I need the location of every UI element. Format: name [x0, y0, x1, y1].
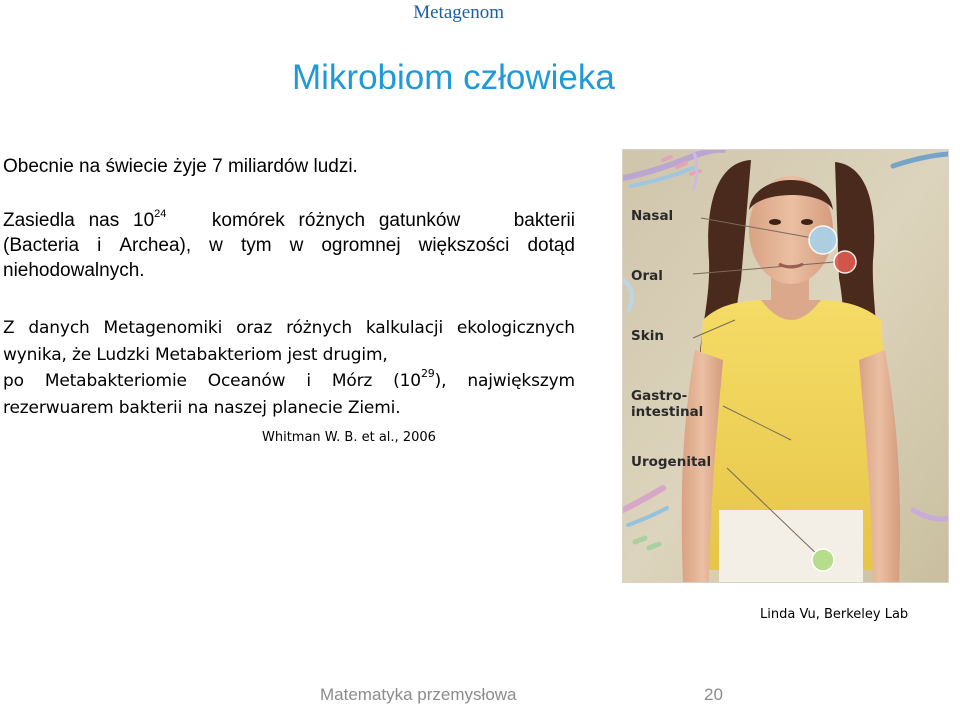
word: ogromnej: [321, 235, 401, 256]
page-number: 20: [704, 685, 723, 704]
paragraph-metagenomics-line-1: [3, 315, 575, 342]
word: różnych: [298, 210, 366, 231]
paragraph-bacteria: [3, 208, 575, 283]
word: Metagenomiki: [103, 318, 223, 338]
word: nas: [88, 210, 120, 231]
paragraph-bacteria-line-2: [3, 233, 575, 258]
word: Zasiedla: [3, 210, 75, 231]
nasal-marker: [809, 226, 837, 254]
word: Oceanów: [207, 371, 286, 391]
label-urogenital: Urogenital: [631, 454, 712, 470]
word: i: [306, 371, 311, 391]
word: dotąd: [527, 235, 575, 256]
word: największym: [467, 371, 575, 391]
word: bakterii: [513, 210, 575, 231]
label-oral: Oral: [631, 268, 663, 284]
word: oraz: [236, 318, 273, 338]
paragraph-metagenomics-line-2: wynika, że Ludzki Metabakteriom jest drugim,: [3, 344, 388, 365]
label-nasal: Nasal: [631, 208, 674, 224]
exponent-value: $10^{24}$: [133, 207, 167, 231]
word: Z: [3, 318, 15, 338]
word: tym: [240, 235, 272, 256]
label-skin: Skin: [631, 328, 664, 344]
paragraph-metagenomics: [3, 315, 575, 421]
word: gatunków: [378, 210, 461, 231]
exponent-value: $(10^{29})$,: [393, 367, 447, 391]
header-label: Metagenom: [413, 2, 504, 23]
footer-title: Matematyka przemysłowa: [320, 685, 517, 704]
word: komórek: [211, 210, 285, 231]
microbiome-illustration: [623, 150, 948, 582]
word: danych: [28, 318, 90, 338]
word: ekologicznych: [456, 318, 575, 338]
word: w: [289, 235, 304, 256]
word: Archea),: [119, 235, 192, 256]
citation: Whitman W. B. et al., 2006: [262, 430, 436, 445]
word: i: [97, 235, 102, 256]
word: kalkulacji: [365, 318, 444, 338]
word: (Bacteria: [3, 235, 80, 256]
microbiome-figure: [622, 149, 949, 583]
word: w: [209, 235, 223, 256]
paragraph-bacteria-line-3: niehodowalnych.: [3, 260, 145, 281]
label-gastrointestinal-2: intestinal: [631, 404, 704, 420]
pants: [719, 510, 863, 582]
word: Mórz: [331, 371, 373, 391]
word: większości: [418, 235, 510, 256]
oral-marker: [834, 251, 856, 273]
paragraph-population: Obecnie na świecie żyje 7 miliardów ludzi.: [3, 156, 358, 177]
paragraph-metagenomics-line-3: [3, 368, 575, 395]
paragraph-bacteria-line-1: [3, 208, 575, 233]
slide-title: Mikrobiom człowieka: [292, 58, 615, 97]
word: Metabakteriomie: [44, 371, 187, 391]
word: po: [3, 371, 24, 391]
word: różnych: [286, 318, 352, 338]
urogenital-marker: [812, 549, 834, 571]
label-gastrointestinal-1: Gastro-: [631, 388, 688, 404]
paragraph-metagenomics-line-4: rezerwuarem bakterii na naszej planecie Ziemi.: [3, 397, 401, 418]
figure-credit: Linda Vu, Berkeley Lab: [760, 607, 909, 622]
